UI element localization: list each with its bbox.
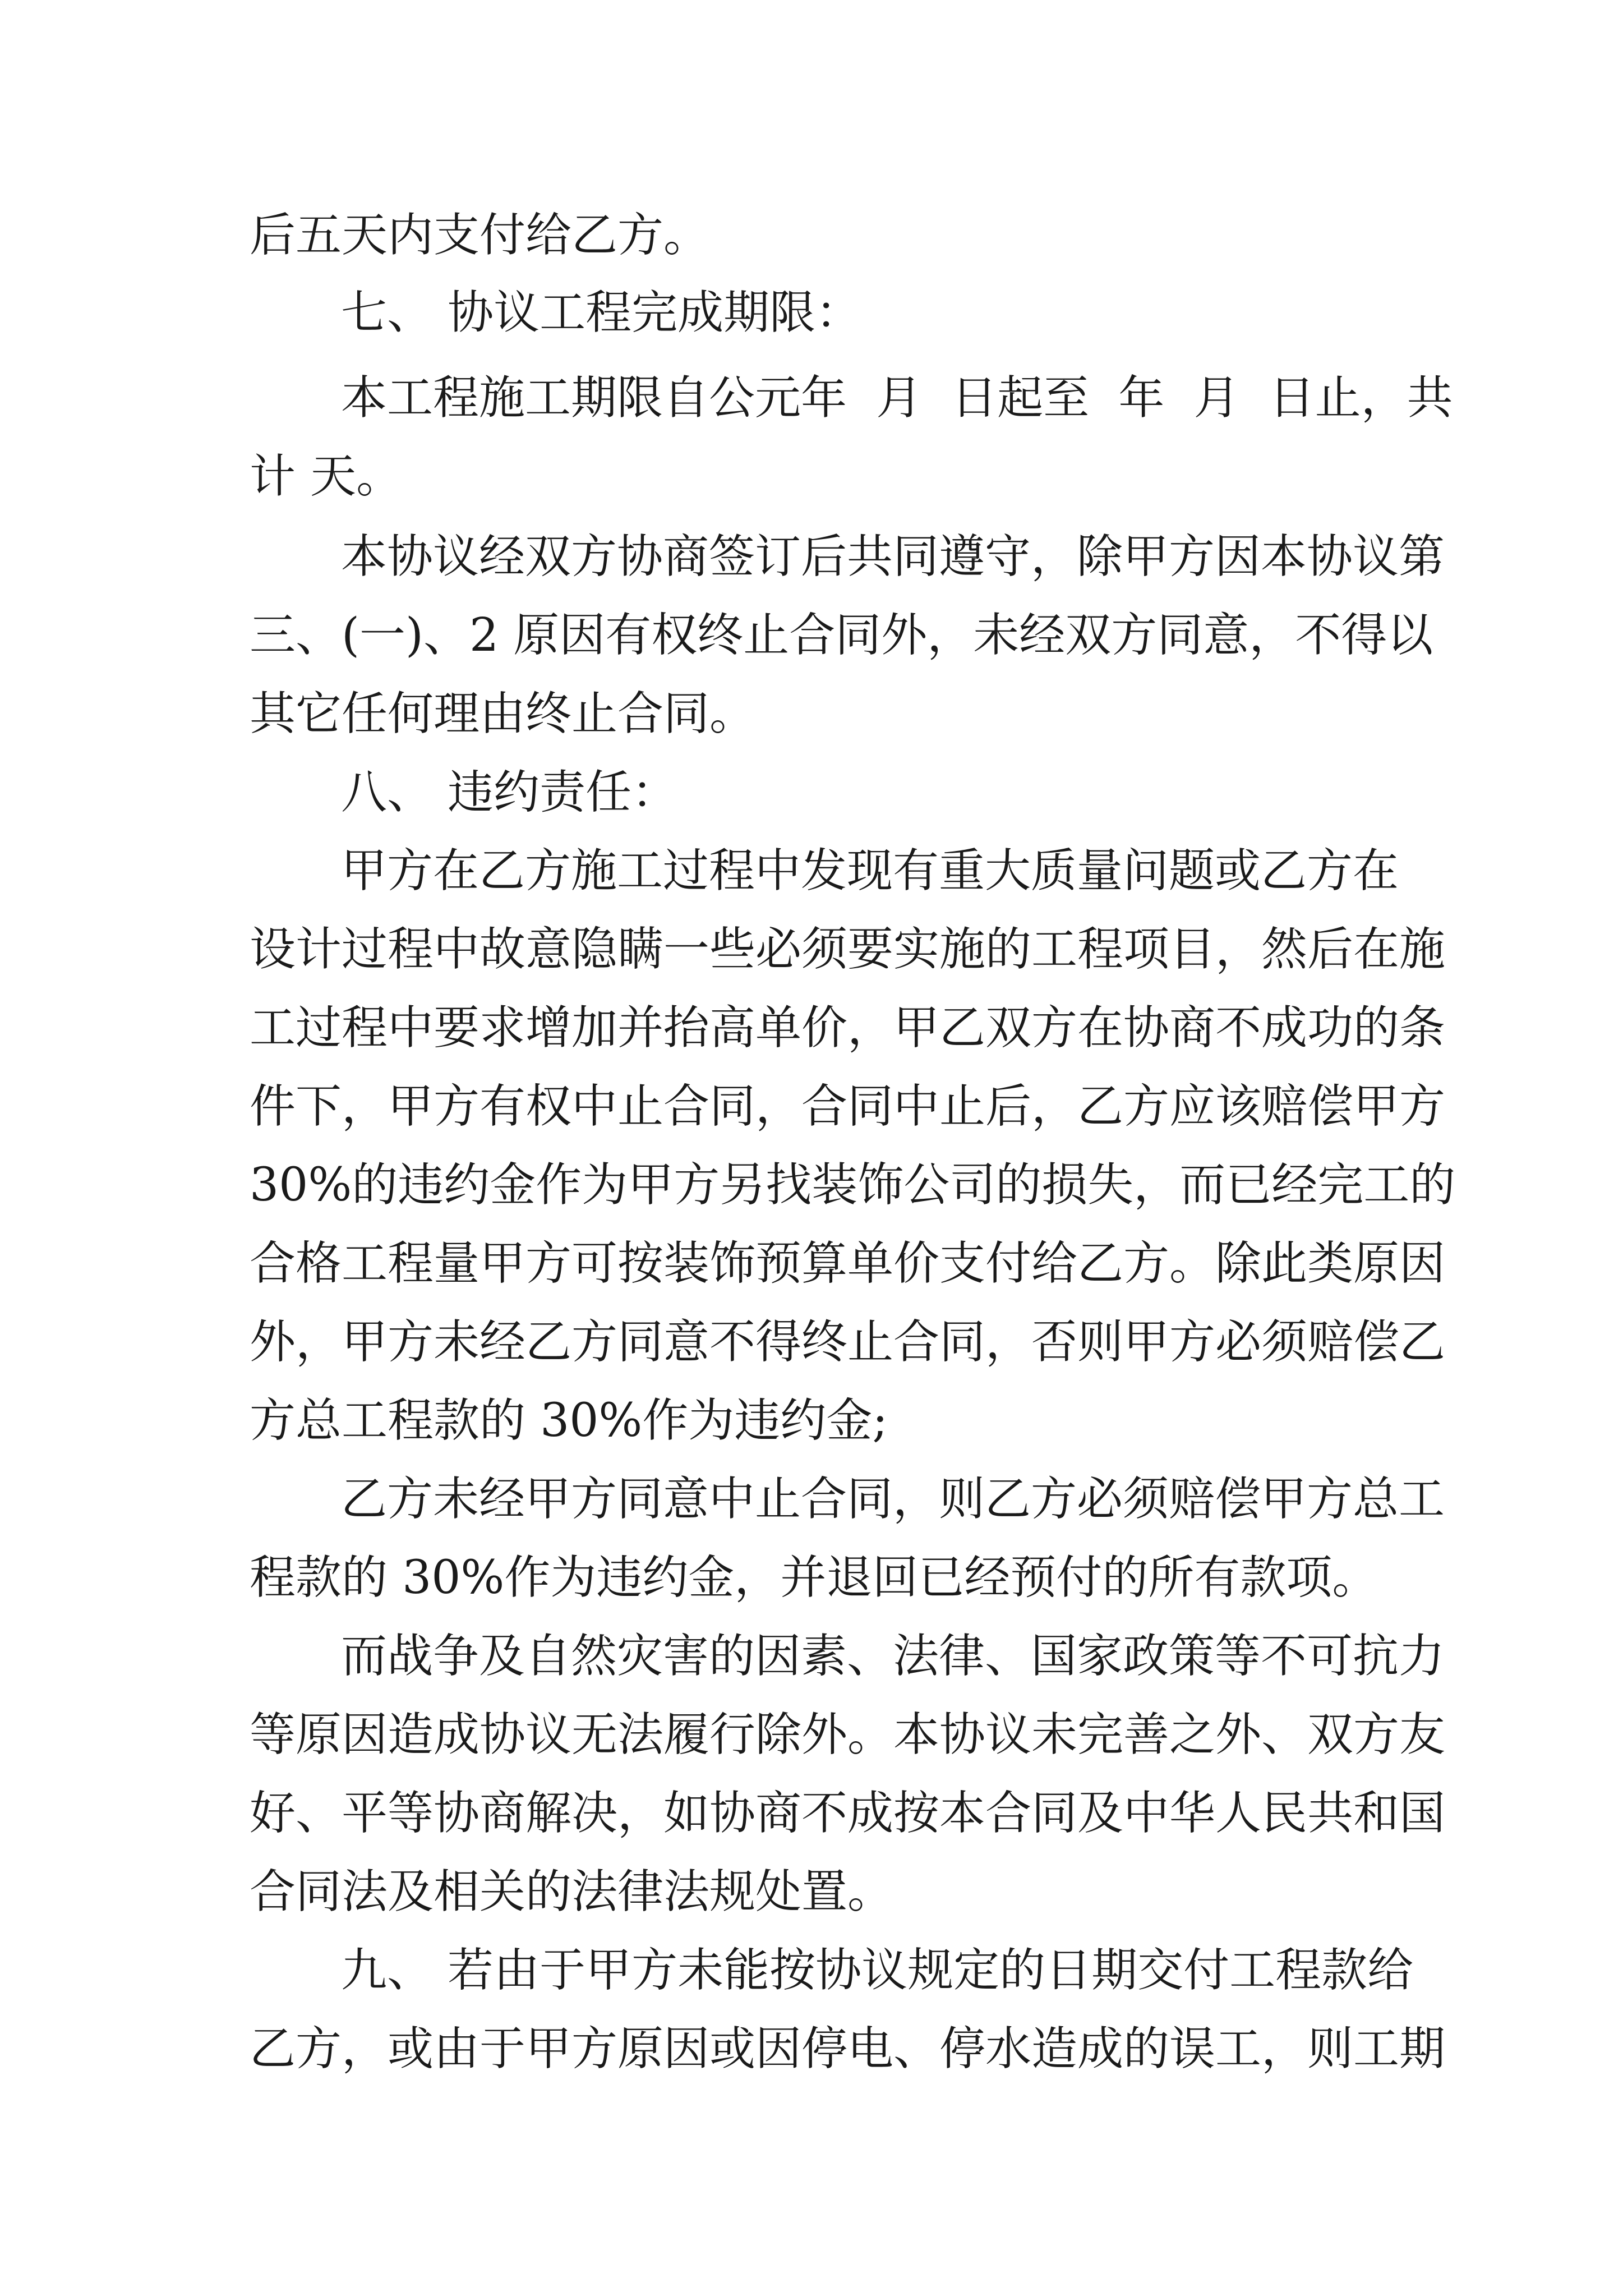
text-line-17: 乙方未经甲方同意中止合同，则乙方必须赔偿甲方总工 [341, 1473, 1445, 1526]
text-line-11: 工过程中要求增加并抬高单价，甲乙双方在协商不成功的条 [250, 1001, 1446, 1055]
section-heading-7: 七、 协议工程完成期限： [341, 286, 862, 339]
section-heading-8: 八、 违约责任： [341, 766, 678, 819]
text-line-21: 好、平等协商解决，如协商不成按本合同及中华人民共和国 [250, 1787, 1446, 1840]
text-line-15: 外，甲方未经乙方同意不得终止合同，否则甲方必须赔偿乙 [250, 1315, 1446, 1369]
text-line-5: 本协议经双方协商签订后共同遵守，除甲方因本协议第 [341, 530, 1445, 583]
text-line-10: 设计过程中故意隐瞒一些必须要实施的工程项目，然后在施 [250, 923, 1446, 976]
section-heading-9: 九、 若由于甲方未能按协议规定的日期交付工程款给 [341, 1944, 1414, 1997]
text-line-6: 三、(一)、2 原因有权终止合同外，未经双方同意，不得以 [250, 609, 1433, 662]
text-line-22: 合同法及相关的法律法规处置。 [250, 1865, 894, 1918]
text-line-20: 等原因造成协议无法履行除外。本协议未完善之外、双方友 [250, 1708, 1446, 1761]
text-line-12: 件下，甲方有权中止合同，合同中止后，乙方应该赔偿甲方 [250, 1080, 1446, 1133]
text-line-18: 程款的 30%作为违约金，并退回已经预付的所有款项。 [250, 1551, 1378, 1604]
text-line-3: 本工程施工期限自公元年 月 日起至 年 月 日止，共 [341, 371, 1453, 425]
text-line-1: 后五天内支付给乙方。 [250, 209, 710, 262]
text-line-16: 方总工程款的 30%作为违约金; [250, 1394, 888, 1447]
text-line-7: 其它任何理由终止合同。 [250, 687, 756, 740]
text-line-24: 乙方，或由于甲方原因或因停电、停水造成的误工，则工期 [250, 2022, 1446, 2076]
text-line-13: 30%的违约金作为甲方另找装饰公司的损失，而已经完工的 [250, 1158, 1456, 1212]
text-line-9: 甲方在乙方施工过程中发现有重大质量问题或乙方在 [341, 844, 1399, 898]
text-line-14: 合格工程量甲方可按装饰预算单价支付给乙方。除此类原因 [250, 1237, 1446, 1290]
text-line-4: 计 天。 [250, 450, 403, 503]
text-line-19: 而战争及自然灾害的因素、法律、国家政策等不可抗力 [341, 1630, 1445, 1683]
